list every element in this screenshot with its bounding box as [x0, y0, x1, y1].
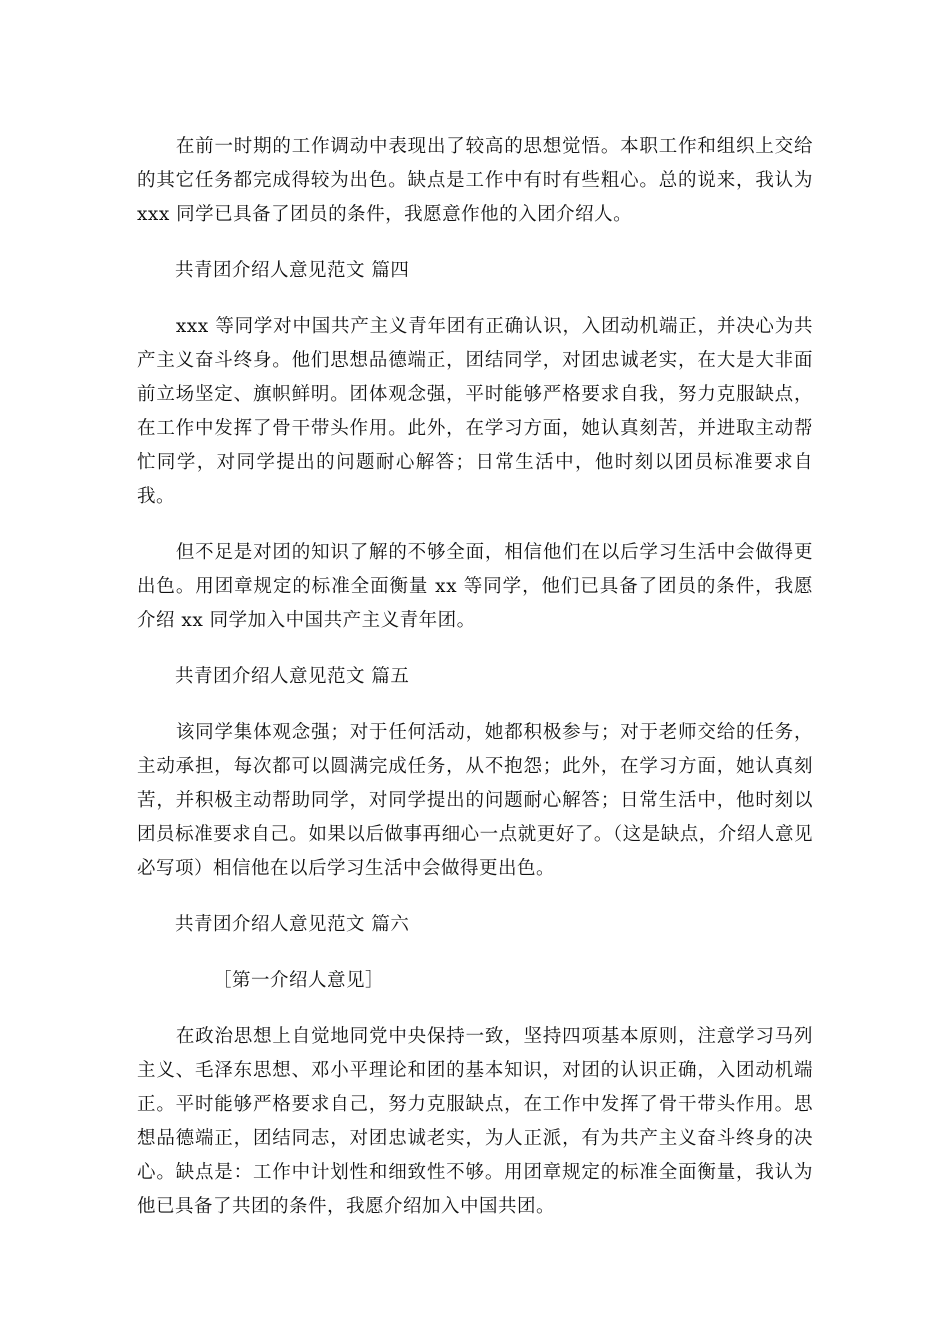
heading-section-5: 共青团介绍人意见范文 篇五: [175, 666, 410, 687]
paragraph-4: 该同学集体观念强；对于任何活动，她都积极参与；对于老师交给的任务，主动承担，每次都可以圆满完成任务，从不抱怨；此外，在学习方面，她认真刻苦，并积极主动帮助同学，对同学提出的问题耐心解答；日常生活中，他时刻以团员标准要求自己。如果以后做事再细心一点就更好了。（这是缺点，介绍人意见必写项）相信他在以后学习生活中会做得更出色。: [137, 722, 813, 879]
paragraph-1: 在前一时期的工作调动中表现出了较高的思想觉悟。本职工作和组织上交给的其它任务都完成得较为出色。缺点是工作中有时有些粗心。总的说来，我认为 xxx 同学已具备了团员的条件，我愿意作他的入团介绍人。: [137, 136, 813, 225]
paragraph-2: xxx 等同学对中国共产主义青年团有正确认识，入团动机端正，并决心为共产主义奋斗终身。他们思想品德端正，团结同学，对团忠诚老实，在大是大非面前立场坚定、旗帜鲜明。团体观念强，平时能够严格要求自我，努力克服缺点，在工作中发挥了骨干带头作用。此外，在学习方面，她认真刻苦，并进取主动帮忙同学，对同学提出的问题耐心解答；日常生活中，他时刻以团员标准要求自我。: [137, 316, 813, 507]
paragraph-5: 在政治思想上自觉地同党中央保持一致，坚持四项基本原则，注意学习马列主义、毛泽东思想、邓小平理论和团的基本知识，对团的认识正确，入团动机端正。平时能够严格要求自己，努力克服缺点，在工作中发挥了骨干带头作用。思想品德端正，团结同志，对团忠诚老实，为人正派，有为共产主义奋斗终身的决心。缺点是：工作中计划性和细致性不够。用团章规定的标准全面衡量，我认为他已具备了共团的条件，我愿介绍加入中国共团。: [137, 1026, 813, 1217]
heading-section-6: 共青团介绍人意见范文 篇六: [175, 914, 410, 935]
paragraph-3: 但不足是对团的知识了解的不够全面，相信他们在以后学习生活中会做得更出色。用团章规定的标准全面衡量 xx 等同学，他们已具备了团员的条件，我愿介绍 xx 同学加入中国共产主义青年团。: [137, 542, 813, 631]
document-body: [137, 130, 813, 1224]
subheading-first-introducer: ［第一介绍人意见］: [213, 970, 385, 991]
heading-section-4: 共青团介绍人意见范文 篇四: [175, 260, 410, 281]
